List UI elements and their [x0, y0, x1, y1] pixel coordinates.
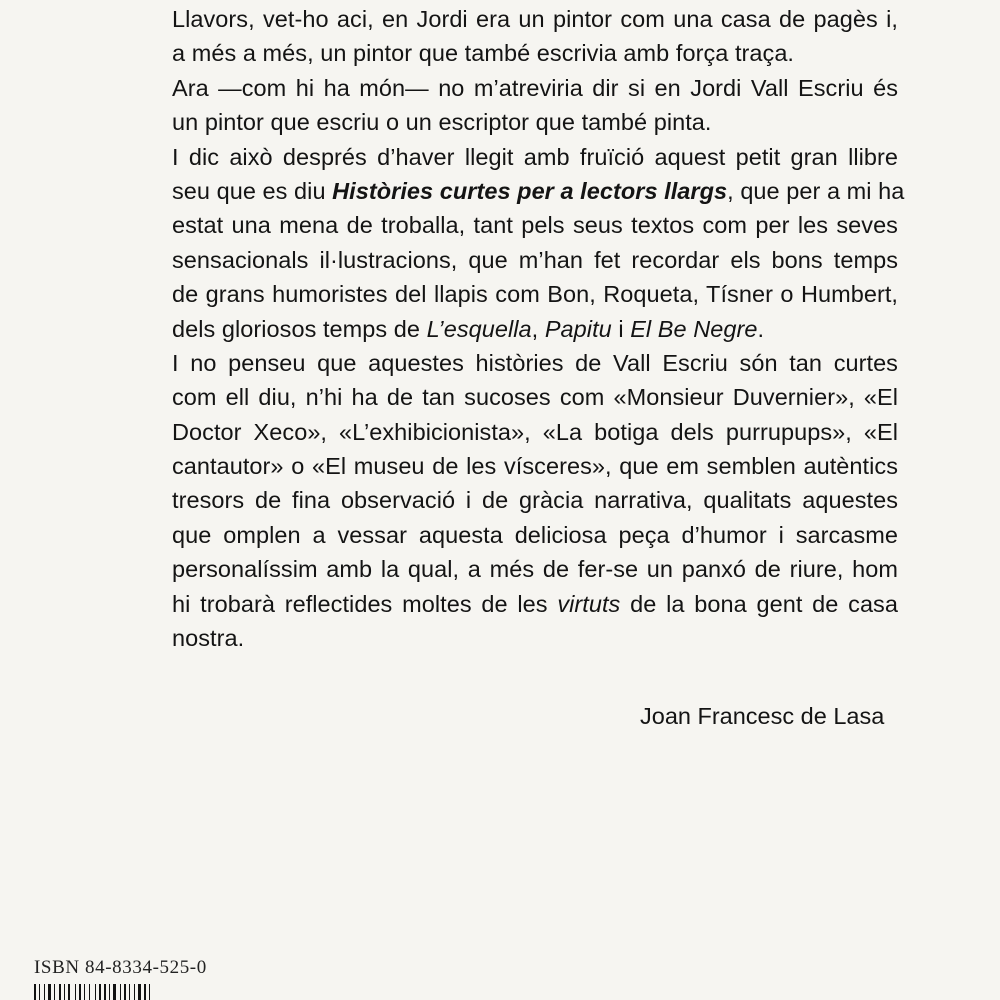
text-span: i — [611, 315, 631, 342]
text-span: Doctor Xeco», «L’exhibicionista», «La botiga dels purrupups», «El — [172, 418, 898, 445]
text-line — [172, 208, 898, 242]
barcode — [34, 984, 206, 1000]
emphasized-text: virtuts — [557, 590, 621, 617]
barcode-bar — [120, 984, 121, 1000]
barcode-bar — [34, 984, 36, 1000]
text-line — [172, 552, 898, 586]
barcode-bar — [64, 984, 65, 1000]
text-span: de grans humoristes del llapis com Bon, Roqueta, Tísner o Humbert, — [172, 281, 898, 308]
text-span: sensacionals il·lustracions, que m’han fet recordar els bons temps — [172, 246, 898, 273]
barcode-bar — [84, 984, 85, 1000]
text-line — [172, 518, 898, 552]
barcode-bar — [39, 984, 40, 1000]
emphasized-text: El Be Negre — [630, 315, 758, 342]
text-span: seu que es diu — [172, 177, 333, 204]
text-line — [172, 587, 898, 621]
barcode-bar — [129, 984, 130, 1000]
barcode-bar — [44, 984, 45, 1000]
text-span: , — [531, 315, 545, 342]
text-line — [172, 621, 912, 655]
barcode-bar — [75, 984, 76, 1000]
barcode-bar — [104, 984, 106, 1000]
text-line — [172, 105, 912, 139]
text-line — [172, 71, 898, 105]
text-span: nostra. — [172, 625, 245, 652]
text-span: com ell diu, n’hi ha de tan sucoses com «Monsieur Duvernier», «El — [172, 384, 898, 411]
text-span: Ara —com hi ha món— no m’atreviria dir si en Jordi Vall Escriu és — [172, 74, 898, 101]
barcode-bar — [95, 984, 96, 1000]
barcode-bar — [79, 984, 81, 1000]
barcode-bar — [109, 984, 110, 1000]
text-line — [172, 2, 898, 36]
emphasized-text: Històries curtes per a lectors llargs — [332, 177, 728, 204]
barcode-bar — [48, 984, 51, 1000]
body-text — [172, 2, 912, 655]
emphasized-text: L’esquella — [426, 315, 532, 342]
text-span: personalíssim amb la qual, a més de fer-se un panxó de riure, hom — [172, 556, 898, 583]
text-span: , que per a mi ha — [727, 177, 905, 204]
text-line — [172, 483, 898, 517]
text-span: I dic això després d’haver llegit amb fruïció aquest petit gran llibre — [172, 143, 898, 170]
barcode-bar — [59, 984, 61, 1000]
text-span: de la bona gent de casa — [620, 590, 898, 617]
barcode-bar — [134, 984, 135, 1000]
text-line — [172, 449, 898, 483]
barcode-bar — [138, 984, 141, 1000]
isbn-label: ISBN 84-8334-525-0 — [34, 957, 207, 978]
text-line — [172, 174, 905, 208]
barcode-bar — [68, 984, 70, 1000]
text-line — [172, 346, 898, 380]
text-line — [172, 312, 912, 346]
text-line — [172, 380, 898, 414]
barcode-bar — [149, 984, 150, 1000]
barcode-bar — [99, 984, 101, 1000]
barcode-bar — [89, 984, 90, 1000]
text-span: . — [757, 315, 765, 342]
text-span: tresors de fina observació i de gràcia narrativa, qualitats aquestes — [172, 487, 898, 514]
text-span: hi trobarà reflectides moltes de les — [172, 590, 558, 617]
barcode-bar — [144, 984, 146, 1000]
text-span: I no penseu que aquestes històries de Vall Escriu són tan curtes — [172, 349, 898, 376]
text-span: Llavors, vet-ho aci, en Jordi era un pintor com una casa de pagès i, — [172, 6, 898, 32]
text-line — [172, 36, 912, 70]
text-line — [172, 415, 898, 449]
emphasized-text: Papitu — [544, 315, 612, 342]
text-line — [172, 277, 898, 311]
author-signature: Joan Francesc de Lasa — [640, 703, 885, 729]
barcode-bar — [124, 984, 126, 1000]
text-span: cantautor» o «El museu de les vísceres», que em semblen autèntics — [172, 453, 898, 480]
text-span: un pintor que escriu o un escriptor que també pinta. — [172, 109, 712, 136]
text-span: estat una mena de troballa, tant pels seus textos com per les seves — [172, 212, 898, 239]
barcode-bar — [54, 984, 55, 1000]
text-line — [172, 243, 898, 277]
text-span: que omplen a vessar aquesta deliciosa peça d’humor i sarcasme — [172, 521, 898, 548]
text-span: a més a més, un pintor que també escrivia amb força traça. — [172, 40, 795, 67]
text-line — [172, 140, 898, 174]
barcode-bar — [113, 984, 116, 1000]
text-span: dels gloriosos temps de — [172, 315, 427, 342]
